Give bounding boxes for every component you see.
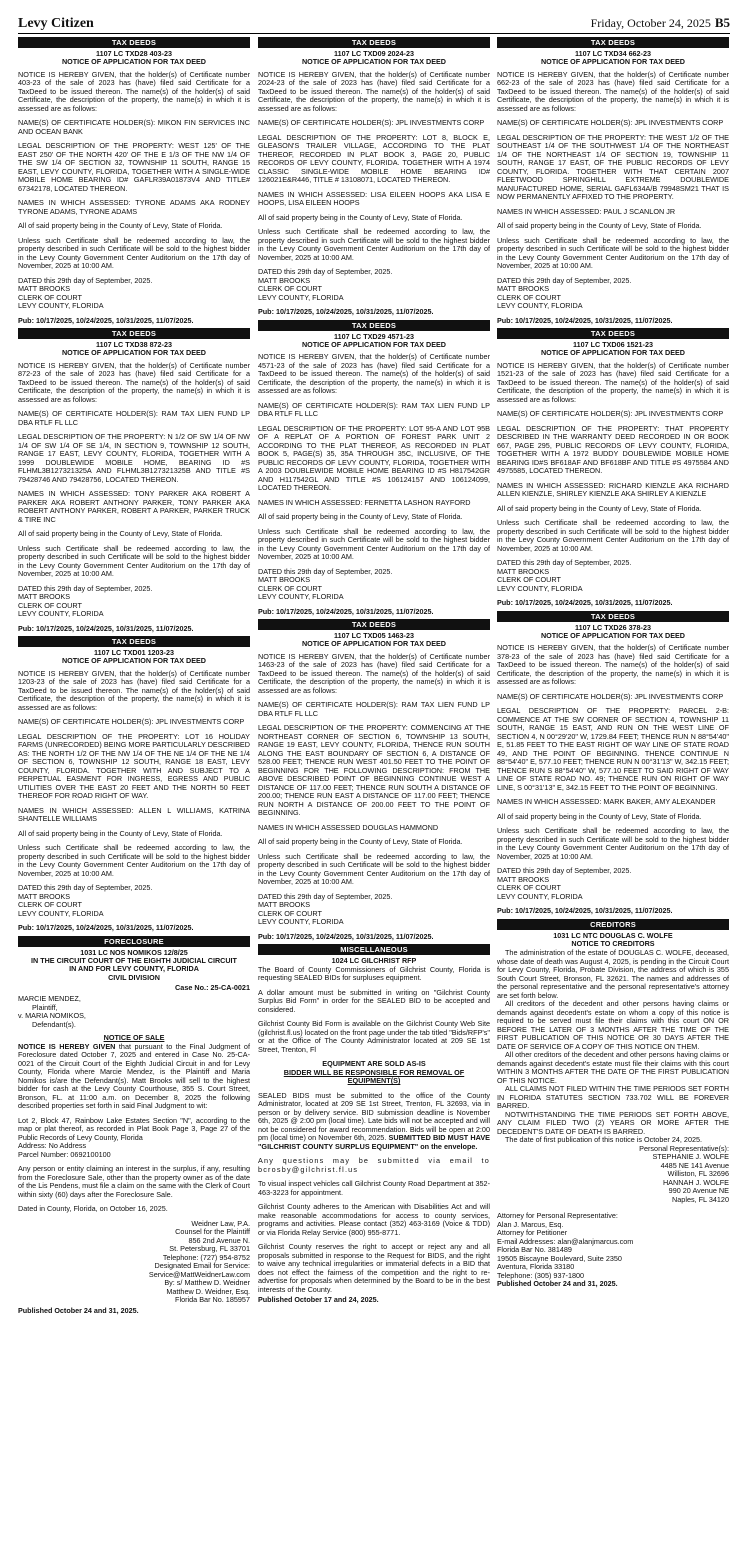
publication-dates: Pub: 10/17/2025, 10/24/2025, 10/31/2025, 11/07/2025. [18,315,194,325]
column-2 [258,37,490,1308]
notice-intro: NOTICE IS HEREBY GIVEN, that the holder(s) of Certificate number 1521-23 of the sale of 2023 has (have) filed said Certificate for a TaxDeed to be issued thereon. The name(s) of the holder(s) of said Certificate, the description of the property, the name(s) in which it is assessed are as follows: [497,360,729,404]
publication-dates: Pub: 10/17/2025, 10/24/2025, 10/31/2025, 11/07/2025. [497,315,673,325]
names-assessed: NAMES IN WHICH ASSESSED: RICHARD KIENZLE AKA RICHARD ALLEN KIENZLE, SHIRLEY KIENZLE AKA SHIRLEY A KIENZLE [497,480,729,499]
legal-description: LEGAL DESCRIPTION OF THE PROPERTY: THE WEST 1/2 OF THE SOUTHEAST 1/4 OF THE SOUTHWEST 1/4 OF THE NORTHEAST 1/4 OF THE NORTHEAST 1/4 OF SECTION 19, TOWNSHIP 11 SOUTH, RANGE 17 EAST, OF THE PUBLIC RECORDS OF LEVY COUNTY, FLORIDA. TOGETHER WITH THAT CERTAIN 2007 FLEETWOOD SPRINGHILL EXTREME DOUBLEWIDE MANUFACTURED HOME, SERIAL GAFL634A/B 79948SM21 THAT IS NOW PERMANENTLY AFFIXED TO THE PROPERTY. [497,132,729,202]
publication-dates: Published October 24 and 31, 2025. [18,1305,139,1315]
redemption-text: Unless such Certificate shall be redeemed according to law, the property described in such Certificate will be sold to the highest bidder in the Levy County Government Center Auditorium on the 17th day of November, 2025 at 10:00 AM. [18,543,250,579]
county-statement: All of said property being in the County of Levy, State of Florida. [258,837,463,847]
signature-line: CLERK OF COURT [18,600,82,610]
signature-line: MATT BROOKS [258,275,311,285]
publication-dates: Pub: 10/17/2025, 10/24/2025, 10/31/2025, 11/07/2025. [258,606,434,616]
publication-dates: Published October 24 and 31, 2025. [497,1279,618,1289]
dated-line: Dated in County, Florida, on October 16, 2025. [18,1204,168,1214]
certificate-holders: NAME(S) OF CERTIFICATE HOLDER(S): RAM TAX LIEN FUND LP DBA RTLF FL LLC [258,400,490,419]
rfp-paragraph: To visual inspect vehicles call Gilchrist County Road Department at 352-463-3223 for appointment. [258,1179,490,1197]
signature-line: CLERK OF COURT [18,292,82,302]
rfp-paragraph: The Board of County Commissioners of Gilchrist County, Florida is requesting SEALED BIDs for surpluses equipment. [258,964,490,983]
notice-heading: 1107 LC TXD06 1521-23 NOTICE OF APPLICATION FOR TAX DEED [540,340,685,358]
notice-intro: NOTICE IS HEREBY GIVEN, that the holder(s) of Certificate number 872-23 of the sale of 2023 has (have) filed said Certificate for a TaxDeed to be issued thereon. The name(s) of the holder(s) of said Certificate, the description of the property, the name(s) in which it is assessed are as follows: [18,360,250,404]
dated-line: DATED this 29th day of September, 2025. [497,866,632,876]
rfp-paragraph: A dollar amount must be submitted in writing on "Gilchrist County Surplus Bid Form" in order for the SEALED BID to be accepted and considered. [258,987,490,1014]
legal-description: LEGAL DESCRIPTION OF THE PROPERTY: PARCEL 2-B: COMMENCE AT THE SW CORNER OF SECTION 4, TOWNSHIP 11 SOUTH, RANGE 15 EAST, AND RUN ON THE WEST LINE OF SECTION 4, N 00°29'20" W, 1729.84 FEET; THENCE RUN N 88°54'40" E, 51.85 FEET TO THE EAST RIGHT OF WAY LINE OF STATE ROAD 49, AND THE POINT OF BEGINNING. THENCE CONTINUE N 88°54'40" E, 577.10 FEET; THENCE RUN N 00°31'13" W, 342.15 FEET; THENCE RUN S 88°54'40" W, 577.10 FEET TO SAID RIGHT OF WAY LINE OF STATE ROAD NO. 49; THENCE RUN ON RIGHT OF WAY LINE, S 00°31'13" E, 342.15 FEET TO THE POINT OF BEGINNING. [497,706,729,792]
representatives-block: Personal Representative(s): STEPHANIE J. WOLFE 4485 NE 141 Avenue Williston, FL 32696 HANNAH J. WOLFE 990 20 Avenue NE Naples, FL 34120 [639,1143,729,1204]
names-assessed: NAMES IN WHICH ASSESSED DOUGLAS HAMMOND [258,822,439,832]
dated-line: DATED this 29th day of September, 2025. [18,883,153,893]
foreclosure-notice [18,936,250,1316]
redemption-text: Unless such Certificate shall be redeemed according to law, the property described in such Certificate will be sold to the highest bidder in the Levy County Government Center Auditorium on the 17th day of November, 2025 at 10:00 AM. [18,235,250,271]
names-assessed: NAMES IN WHICH ASSESSED: ALLEN L WILLIAMS, KATRINA SHANTELLE WILLIAMS [18,805,250,824]
section-bar: CREDITORS [497,919,729,930]
names-assessed: NAMES IN WHICH ASSESSED: TYRONE ADAMS AKA RODNEY TYRONE ADAMS, TYRONE ADAMS [18,198,250,216]
publication-dates: Pub: 10/17/2025, 10/24/2025, 10/31/2025, 11/07/2025. [258,931,434,941]
county-statement: All of said property being in the County of Levy, State of Florida. [497,221,702,231]
email-paragraph: Any questions may be submitted via email to bcrosby@gilchrist.fl.us [258,1156,490,1174]
dated-line: DATED this 29th day of September, 2025. [18,275,153,285]
section-bar: TAX DEEDS [258,320,490,331]
rfp-paragraph: SEALED BIDS must be submitted to the office of the County Administrator, located at 209 SE 1st Street, Trenton, FL 32693, via in person or by delivery service. BID submission deadline is November 6th, 2025 @ 2:00 pm (local time). Late bids will not be accepted and will not be considered for award recommendation. Bids will be open at 2:00 pm (local time) on November 6th, 2025. SUBMITTED BID MUST HAVE "GILCHRIST COUNTY SURPLUS EQUIPMENT" on the envelope. [258,1090,490,1151]
tax-deed-notice [258,619,490,941]
signature-line: MATT BROOKS [258,575,311,585]
column-3 [497,37,729,1292]
notice-intro: NOTICE IS HEREBY GIVEN, that the holder(s) of Certificate number 1463-23 of the sale of 2023 has (have) filed said Certificate for a TaxDeed to be issued thereon. The name(s) of the holder(s) of said Certificate, the description of the property, the name(s) in which it is assessed are as follows: [258,651,490,695]
publication-dates: Pub: 10/17/2025, 10/24/2025, 10/31/2025, 11/07/2025. [18,623,194,633]
dated-line: DATED this 29th day of September, 2025. [497,275,632,285]
section-bar: TAX DEEDS [18,636,250,647]
certificate-holders: NAME(S) OF CERTIFICATE HOLDER(S): JPL INVESTMENTS CORP [18,717,245,727]
county-statement: All of said property being in the County of Levy, State of Florida. [18,828,223,838]
removal-heading: BIDDER WILL BE RESPONSIBLE FOR REMOVAL OF EQUIPMENT(S) [283,1067,465,1086]
party-line: Defendant(s). [32,1019,76,1029]
county-statement: All of said property being in the County of Levy, State of Florida. [258,512,463,522]
county-statement: All of said property being in the County of Levy, State of Florida. [18,529,223,539]
creditors-paragraph: ALL CLAIMS NOT FILED WITHIN THE TIME PERIODS SET FORTH IN FLORIDA STATUTES SECTION 733.702 WILL BE FOREVER BARRED. [497,1084,729,1111]
sale-body: NOTICE IS HEREBY GIVEN that pursuant to the Final Judgment of Foreclosure dated October 7, 2025 and entered in Case No. 25-CA-0021 of the Circuit Court of the Eighth Judicial Circuit in and for Levy County, Florida where Marcie Mendez, is the Plaintiff and Maria Nomikos is/are the Defendant(s). Matt Brooks will sell to the highest bidder for cash at the Levy County Courthouse, 355 S. Court Street, Bronson, FL. at 11:00 a.m. on December 8, 2025 the following described properties set forth in said Final Judgment to wit: [18,1041,250,1111]
certificate-holders: NAME(S) OF CERTIFICATE HOLDER(S): RAM TAX LIEN FUND LP DBA RTLF FL LLC [258,700,490,718]
notice-intro: NOTICE IS HEREBY GIVEN, that the holder(s) of Certificate number 403-23 of the sale of 2023 has (have) filed said Certificate for a TaxDeed to be issued thereon. The name(s) of the holder(s) of said Certificate, the description of the property, the name(s) in which it is assessed are as follows: [18,69,250,113]
notice-intro: NOTICE IS HEREBY GIVEN, that the holder(s) of Certificate number 4571-23 of the sale of 2023 has (have) filed said Certificate for a TaxDeed to be issued thereon. The name(s) of the holder(s) of said Certificate, the description of the property, the name(s) in which it is assessed are as follows: [258,352,490,396]
signature-line: MATT BROOKS [18,891,71,901]
notice-intro: NOTICE IS HEREBY GIVEN, that the holder(s) of Certificate number 2024-23 of the sale of 2023 has (have) filed said Certificate for a TaxDeed to be issued thereon. The name(s) of the holder(s) of said Certificate, the description of the property, the name(s) in which it is assessed are as follows: [258,69,490,113]
tax-deed-notice [18,636,250,933]
signature-line: MATT BROOKS [258,900,311,910]
redemption-text: Unless such Certificate shall be redeemed according to law, the property described in such Certificate will be sold to the highest bidder in the Levy County Government Center Auditorium on the 17th day of November, 2025 at 10:00 AM. [497,518,729,553]
redemption-text: Unless such Certificate shall be redeemed according to law, the property described in such Certificate will be sold to the highest bidder in the Levy County Government Center Auditorium on the 17th day of November, 2025 at 10:00 AM. [258,851,490,887]
creditors-paragraph: The date of first publication of this notice is October 24, 2025. [505,1135,703,1145]
signature-line: LEVY COUNTY, FLORIDA [258,917,344,927]
county-statement: All of said property being in the County of Levy, State of Florida. [497,503,702,513]
redemption-text: Unless such Certificate shall be redeemed according to law, the property described in such Certificate will be sold to the highest bidder in the Levy County Government Center Auditorium on the 17th day of November, 2025 at 10:00 AM. [497,235,729,271]
notice-heading: 1024 LC GILCHRIST RFP [331,956,417,966]
signature-line: MATT BROOKS [497,874,550,884]
publication-dates: Pub: 10/17/2025, 10/24/2025, 10/31/2025, 11/07/2025. [18,923,194,933]
redemption-text: Unless such Certificate shall be redeemed according to law, the property described in such Certificate will be sold to the highest bidder in the Levy County Government Center Auditorium on the 17th day of November, 2025 at 10:00 AM. [497,826,729,861]
dated-line: DATED this 29th day of September, 2025. [18,583,153,593]
notice-heading: 1107 LC TXD01 1203-23 NOTICE OF APPLICATION FOR TAX DEED [61,648,206,666]
signature-line: CLERK OF COURT [258,284,322,294]
redemption-text: Unless such Certificate shall be redeemed according to law, the property described in such Certificate will be sold to the highest bidder in the Levy County Government Center Auditorium on the 17th day of November, 2025 at 10:00 AM. [258,526,490,562]
signature-line: CLERK OF COURT [497,575,561,585]
signature-line: LEVY COUNTY, FLORIDA [258,592,344,602]
certificate-holders: NAME(S) OF CERTIFICATE HOLDER(S): JPL INVESTMENTS CORP [497,691,724,701]
notice-heading: 1031 LC NOS NOMIKOS 12/8/25 IN THE CIRCUIT COURT OF THE EIGHTH JUDICIAL CIRCUIT IN AND FOR LEVY COUNTY, FLORIDA CIVIL DIVISION [31,947,237,982]
redemption-text: Unless such Certificate shall be redeemed according to law, the property described in such Certificate will be sold to the highest bidder in the Levy County Government Center Auditorium on the 17th day of November, 2025 at 10:00 AM. [258,227,490,262]
publication-dates: Pub: 10/17/2025, 10/24/2025, 10/31/2025, 11/07/2025. [497,598,673,608]
legal-description: LEGAL DESCRIPTION OF THE PROPERTY: COMMENCING AT THE NORTHEAST CORNER OF SECTION 6, TOWNSHIP 13 SOUTH, RANGE 19 EAST, LEVY COUNTY, FLORIDA, THENCE RUN SOUTH ALONG THE EAST BOUNDARY OF SECTION 6, A DISTANCE OF 528.00 FEET; THENCE RUN WEST 401.50 FEET TO THE POINT OF BEGINNING FOR THE FOLLOWING DESCRIPTION: FROM THE ABOVE DESCRIBED POINT OF BEGINNING CONTINUE WEST A DISTANCE OF 117.00 FEET; THENCE RUN SOUTH A DISTANCE OF 200.00; THENCE RUN EAST A DISTANCE OF 117.00 FEET; THENCE RUN NORTH A DISTANCE OF 200.00 FEET TO THE POINT OF BEGINNING. [258,723,490,818]
column-1 [18,37,250,1318]
attorney-signature-block: Weidner Law, P.A. Counsel for the Plaintiff 856 2nd Avenue N. St. Petersburg, FL 33701 Telephone: (727) 954-8752 Designated Email for Service: Service@MattWeidnerLaw.com By: s/ Matthew D. Weidner Matthew D. Weidner, Esq. Florida Bar No. 185957 [148,1218,250,1305]
signature-line: CLERK OF COURT [258,583,322,593]
signature-line: CLERK OF COURT [258,908,322,918]
notice-heading: 1031 LC NTC DOUGLAS C. WOLFE NOTICE TO CREDITORS [553,930,673,949]
certificate-holders: NAME(S) OF CERTIFICATE HOLDER(S): RAM TAX LIEN FUND LP DBA RTLF FL LLC [18,409,250,427]
section-bar: TAX DEEDS [497,328,729,339]
notice-heading: 1107 LC TXD29 4571-23 NOTICE OF APPLICATION FOR TAX DEED [301,331,446,349]
county-statement: All of said property being in the County of Levy, State of Florida. [18,221,223,231]
section-bar: TAX DEEDS [497,611,729,622]
as-is-heading: EQUIPMENT ARE SOLD AS-IS [322,1059,426,1069]
county-statement: All of said property being in the County of Levy, State of Florida. [497,811,702,821]
party-line: MARCIE MENDEZ, [18,994,81,1004]
notice-of-sale-title: NOTICE OF SALE [103,1033,165,1043]
section-bar: TAX DEEDS [258,37,490,48]
dated-line: DATED this 29th day of September, 2025. [258,891,393,901]
notice-heading: 1107 LC TXD05 1463-23 NOTICE OF APPLICATION FOR TAX DEED [301,631,446,649]
publication-dates: Pub: 10/17/2025, 10/24/2025, 10/31/2025, 11/07/2025. [497,906,673,916]
section-bar: TAX DEEDS [497,37,729,48]
section-bar: TAX DEEDS [258,619,490,630]
signature-line: LEVY COUNTY, FLORIDA [18,908,104,918]
signature-line: MATT BROOKS [18,592,71,602]
surplus-text: Any person or entity claiming an interest in the surplus, if any, resulting from the Foreclosure Sale, other than the property owner as of the date of the Lis Pendens, must file a claim on the same with the Clerk of Court within sixty (60) days after the Foreclosure Sale. [18,1164,250,1199]
dated-line: DATED this 29th day of September, 2025. [497,558,632,568]
lot-description: Lot 2, Block 47, Rainbow Lake Estates Section "N", according to the map or plat thereof, as recorded in Plat Book Page 3, Page 27 of the Public Records of Levy County, Florida [18,1115,250,1142]
notice-intro: NOTICE IS HEREBY GIVEN, that the holder(s) of Certificate number 1203-23 of the sale of 2023 has (have) filed said Certificate for a TaxDeed to be issued thereon. The name(s) of the holder(s) of said Certificate, the description of the property, the name(s) in which it is assessed are as follows: [18,668,250,712]
names-assessed: NAMES IN WHICH ASSESSED: FERNETTA LASHON RAYFORD [258,497,471,507]
attorney-block: Attorney for Personal Representative: Alan J. Marcus, Esq. Attorney for Petitioner E-mail Addresses: alan@alanjmarcus.com Florida Bar No. 381489 19505 Biscayne Boulevard, Suite 2350 Aventura, Florida 33180 Telephone: (305) 937-1800 [497,1211,634,1280]
rfp-paragraph: Gilchrist County reserves the right to accept or reject any and all proposals submitted in response to the Request for BIDS, and the right to waive any technical irregularities or immaterial defects in a BID that does not effect the fairness of the competition and the right to re-advertise for proposals when determined by the Board to be in the best interests of the County. [258,1242,490,1294]
header-rule [18,33,730,34]
legal-description: LEGAL DESCRIPTION OF THE PROPERTY: LOT 16 HOLIDAY FARMS (UNRECORDED) BEING MORE PARTICULARLY DESCRIBED AS: THE NORTH 1/2 OF THE NW 1/4 OF THE NE 1/4 OF THE NE 1/4 OF SECTION 6, TOWNSHIP 12 SOUTH, RANGE 18 EAST, LEVY COUNTY, FLORIDA. TOGETHER WITH AND SUBJECT TO A PERPETUAL EASMENT FOR INGRESS, EGRESS AND PUBLIC UTILITIES OVER THE EAST 20 FEET AND THE NORTH 50 FEET THEREOF FOR ROAD RIGHT OF WAY. [18,731,250,801]
notice-heading: 1107 LC TXD34 662-23 NOTICE OF APPLICATION FOR TAX DEED [540,49,685,67]
certificate-holders: NAME(S) OF CERTIFICATE HOLDER(S): JPL INVESTMENTS CORP [258,118,485,128]
tax-deed-notice [18,37,250,325]
parcel-line: Parcel Number: 0692100100 [18,1149,111,1159]
creditors-paragraph: All other creditors of the decedent and other persons having claims or demands against decedent's estate must file their claims with this court WITHIN 3 MONTHS AFTER THE DATE OF THE FIRST PUBLICATION OF THIS NOTICE. [497,1050,729,1085]
section-bar: MISCELLANEOUS [258,944,490,955]
issue-date: Friday, October 24, 2025 B5 [590,15,730,30]
signature-line: LEVY COUNTY, FLORIDA [497,891,583,901]
page-header [18,14,730,34]
legal-description: LEGAL DESCRIPTION OF THE PROPERTY: N 1/2 OF SW 1/4 OF NW 1/4 OF SW 1/4 OF SE 1/4, IN SECTION 9, TOWNSHIP 12 SOUTH, RANGE 17 EAST, LEVY COUNTY, FLORIDA, TOGETHER WITH A 1999 DOUBLEWIDE MOBILE HOME, BEARING ID #S FLHML3B127321325A AND FLHML3B127321325B AND TITLE #S 79428746 AND 79428756, LOCATED THEREON. [18,432,250,484]
legal-description: LEGAL DESCRIPTION OF THE PROPERTY: WEST 125' OF THE EAST 250' OF THE NORTH 420' OF THE E 1/3 OF THE NW 1/4 OF THE SW 1/4 OF SECTION 32, TOWNSHIP 11 SOUTH, RANGE 15 EAST, LEVY COUNTY, FLORIDA, TOGETHER WITH A SINGLE-WIDE MOBILE HOME BEARING ID# GAFLR39A01873V4 AND TITLE# 67342178, LOCATED THEREON. [18,141,250,193]
creditors-paragraph: NOTWITHSTANDING THE TIME PERIODS SET FORTH ABOVE, ANY CLAIM FILED TWO (2) YEARS OR MORE AFTER THE DECEDENT'S DATE OF DEATH IS BARRED. [497,1109,729,1136]
case-number: Case No.: 25-CA-0021 [175,982,250,992]
rfp-paragraph: Gilchrist County adheres to the American with Disabilities Act and will make reasonable accommodations for access to county services, programs and activities. Please contact (352) 463-3169 (Voice & TDD) or via Florida Relay Service (800) 955-8771. [258,1202,490,1237]
tax-deed-notice [497,37,729,325]
tax-deed-notice [18,328,250,633]
names-assessed: NAMES IN WHICH ASSESSED: TONY PARKER AKA ROBERT A PARKER AKA ROBERT ANTHONY PARKER, TONY PARKER AKA ROBERT ANTHONY PARKER, ROBERT A PARKER, PARKER TRUCK & TIRE INC [18,489,250,524]
signature-line: LEVY COUNTY, FLORIDA [497,301,583,311]
address-line: Address: No Address [18,1141,87,1151]
tax-deed-notice [497,328,729,608]
signature-line: LEVY COUNTY, FLORIDA [18,609,104,619]
dated-line: DATED this 29th day of September, 2025. [258,566,393,576]
certificate-holders: NAME(S) OF CERTIFICATE HOLDER(S): MIKON FIN SERVICES INC AND OCEAN BANK [18,118,250,136]
signature-line: CLERK OF COURT [497,883,561,893]
signature-line: LEVY COUNTY, FLORIDA [497,583,583,593]
signature-line: MATT BROOKS [18,284,71,294]
miscellaneous-notice [258,944,490,1304]
publication-name: Levy Citizen [18,16,94,31]
publication-dates: Pub: 10/17/2025, 10/24/2025, 10/31/2025, 11/07/2025. [258,307,434,317]
redemption-text: Unless such Certificate shall be redeemed according to law, the property described in such Certificate will be sold to the highest bidder in the Levy County Government Center Auditorium on the 17th day of November, 2025 at 10:00 AM. [18,843,250,878]
notice-heading: 1107 LC TXD09 2024-23 NOTICE OF APPLICATION FOR TAX DEED [301,49,446,67]
tax-deed-notice [258,320,490,617]
tax-deed-notice [497,611,729,916]
names-assessed: NAMES IN WHICH ASSESSED: PAUL J SCANLON JR [497,206,676,216]
tax-deed-notice [258,37,490,317]
section-bar: TAX DEEDS [18,37,250,48]
section-bar: FORECLOSURE [18,936,250,947]
signature-line: CLERK OF COURT [497,292,561,302]
signature-line: LEVY COUNTY, FLORIDA [258,292,344,302]
party-line: v. MARIA NOMIKOS, [18,1011,86,1021]
notice-heading: 1107 LC TXD26 378-23 NOTICE OF APPLICATION FOR TAX DEED [540,622,685,640]
creditors-paragraph: All creditors of the decedent and other persons having claims or demands against decedent's estate on whom a copy of this notice is required to be served must file their claims with this court ON OR BEFORE THE LATER OF 3 MONTHS AFTER THE TIME OF THE FIRST PUBLICATION OF THIS NOTICE OR 30 DAYS AFTER THE DATE OF SERVICE OF A COPY OF THIS NOTICE ON THEM. [497,999,729,1051]
signature-line: MATT BROOKS [497,284,550,294]
legal-description: LEGAL DESCRIPTION OF THE PROPERTY: THAT PROPERTY DESCRIBED IN THE WARRANTY DEED RECORDED IN OR BOOK 667, PAGE 295, PUBLIC RECORDS OF LEVY COUNTY, FLORIDA, TOGETHER WITH A 1972 BUDDY DOUBLEWIDE MOBILE HOME BEARING ID#S BF618AF AND BF618BF AND TITLE #S 4975584 AND 4975585, LOCATED THEREON. [497,423,729,476]
party-line: Plaintiff, [32,1002,58,1012]
notice-intro: NOTICE IS HEREBY GIVEN, that the holder(s) of Certificate number 378-23 of the sale of 2023 has (have) filed said Certificate for a TaxDeed to be issued thereon. The name(s) of the holder(s) of said Certificate, the description of the property, the name(s) in which it is assessed are as follows: [497,643,729,687]
creditors-notice [497,919,729,1289]
certificate-holders: NAME(S) OF CERTIFICATE HOLDER(S): JPL INVESTMENTS CORP [497,118,724,128]
names-assessed: NAMES IN WHICH ASSESSED: LISA EILEEN HOOPS AKA LISA E HOOPS, LISA EILEEN HOOPS [258,189,490,208]
creditors-paragraph: The administration of the estate of DOUGLAS C. WOLFE, deceased, whose date of death was August 4, 2025, is pending in the Circuit Court for Levy County, Florida, Probate Division, the address of which is 355 South Court Street, Bronson, FL 32621. The names and addresses of the personal representative and the personal representative's attorney are set forth below. [497,948,729,1000]
certificate-holders: NAME(S) OF CERTIFICATE HOLDER(S): JPL INVESTMENTS CORP [497,409,724,419]
legal-description: LEGAL DESCRIPTION OF THE PROPERTY: LOT 8, BLOCK E, GLEASON'S TRAILER VILLAGE, ACCORDING TO THE PLAT THEREOF, RECORDED IN PLAT BOOK 3, PAGE 20, PUBLIC RECORDS OF LEVY COUNTY, FLORIDA. TOGETHER WITH A 1974 CLASSIC SINGLE-WIDE MOBILE HOME BEARING ID# 126021E&R446, TITLE # 13108071, LOCATED THEREON. [258,132,490,185]
page-number: B5 [714,15,730,30]
signature-line: LEVY COUNTY, FLORIDA [18,301,104,311]
section-bar: TAX DEEDS [18,328,250,339]
signature-line: CLERK OF COURT [18,900,82,910]
rfp-paragraph: Gilchrist County Bid Form is available on the Gilchrist County Web Site (gilchrist.fl.us) located on the front page under the tab titled "Bids/RFP's" or at the Office of The County Administrator located at 209 SE 1st Street, Trenton, Fl [258,1019,490,1054]
dated-line: DATED this 29th day of September, 2025. [258,267,393,277]
legal-description: LEGAL DESCRIPTION OF THE PROPERTY: LOT 95-A AND LOT 95B OF A REPLAT OF A PORTION OF FOREST PARK UNIT 2 ACCORDING TO THE PLAT THEREOF, AS RECORDED IN PLAT BOOK 5, PAGE(S) 35, 35A THROUGH 35C, INCLUSIVE, OF THE PUBLIC RECORDS OF LEVY COUNTY, FLORIDA, TOGETHER WITH A 2003 DOUBLEWIDE MOBILE HOME BEARING ID #S H817542GR AND H117542GL AND TITLE #S 106124157 AND 106124099, LOCATED THEREON. [258,423,490,493]
notice-heading: 1107 LC TXD38 872-23 NOTICE OF APPLICATION FOR TAX DEED [61,340,206,358]
names-assessed: NAMES IN WHICH ASSESSED: MARK BAKER, AMY ALEXANDER [497,797,716,807]
county-statement: All of said property being in the County of Levy, State of Florida. [258,212,463,222]
notice-intro: NOTICE IS HEREBY GIVEN, that the holder(s) of Certificate number 662-23 of the sale of 2023 has (have) filed said Certificate for a TaxDeed to be issued thereon. The name(s) of the holder(s) of said Certificate, the description of the property, the name(s) in which it is assessed are as follows: [497,69,729,113]
notice-heading: 1107 LC TXD28 403-23 NOTICE OF APPLICATION FOR TAX DEED [61,49,206,67]
publication-dates: Published October 17 and 24, 2025. [258,1295,379,1305]
signature-line: MATT BROOKS [497,566,550,576]
